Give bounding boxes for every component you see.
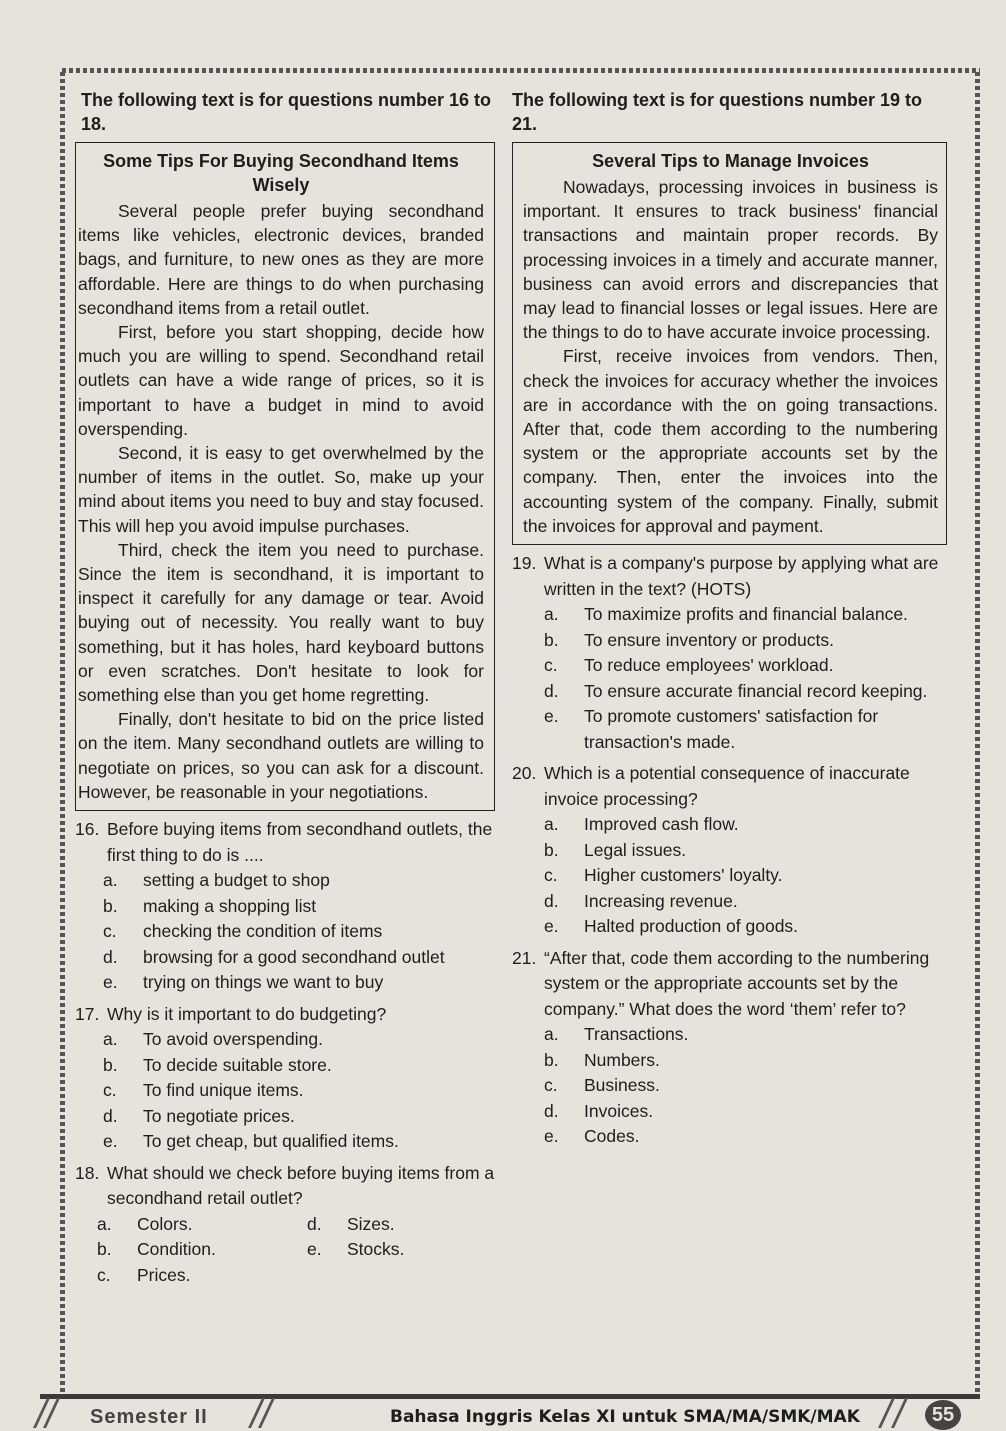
right-column	[512, 88, 947, 1150]
option: c. To reduce employees' workload.	[544, 655, 834, 676]
option: e. Halted production of goods.	[544, 916, 799, 937]
left-paragraph: Third, check the item you need to purchase. Since the item is secondhand, it is important to inspect it carefully for any damage or tear. Avoid buying out of necessity. You really want to buy something, but it has holes, hard keyboard buttons or even scratches. Don't hesitate to look for something else than you get home regretting.	[78, 539, 484, 706]
option: d. Increasing revenue.	[544, 890, 738, 911]
right-reading-box	[512, 142, 947, 545]
option: a. To avoid overspending.	[103, 1029, 323, 1050]
right-paragraph: Nowadays, processing invoices in business is important. It ensures to track business' financial transactions and maintain proper records. By processing invoices in a timely and accurate manner, business can avoid errors and discrepancies that may lead to financial losses or legal issues. Here are the things to do to have accurate invoice processing.	[523, 177, 938, 343]
option: b. Numbers.	[544, 1049, 660, 1070]
option-list	[544, 602, 947, 755]
option: e. To get cheap, but qualified items.	[103, 1131, 399, 1152]
option: b. To decide suitable store.	[103, 1054, 332, 1075]
question-18	[75, 1161, 495, 1289]
question-stem: “After that, code them according to the numbering system or the appropriate accounts set by the company.” What does the word ‘them’ refer to?	[544, 947, 930, 1019]
option: d. Invoices.	[544, 1100, 654, 1121]
option: c. To find unique items.	[103, 1080, 304, 1101]
page-footer	[40, 1402, 980, 1431]
option: d. browsing for a good secondhand outlet	[103, 946, 445, 967]
option: a. Transactions.	[544, 1024, 689, 1045]
option: d. To ensure accurate financial record keeping.	[544, 680, 928, 701]
dotted-border-right	[975, 72, 980, 1392]
page-number: 55	[925, 1400, 961, 1430]
option: c. Prices.	[97, 1264, 191, 1285]
question-number: 19.	[512, 553, 537, 574]
option: d. Sizes.	[307, 1213, 395, 1234]
question-number: 20.	[512, 763, 537, 784]
option: b. making a shopping list	[103, 895, 317, 916]
semester-label: Semester II	[90, 1406, 208, 1428]
question-stem: Before buying items from secondhand outlets, the first thing to do is ....	[107, 819, 493, 865]
option: b. Legal issues.	[544, 839, 687, 860]
left-reading-box	[75, 142, 495, 811]
option: b. Condition.	[97, 1239, 216, 1260]
option: c. checking the condition of items	[103, 921, 383, 942]
dotted-border-top	[62, 68, 980, 73]
question-number: 18.	[75, 1162, 100, 1183]
book-title: Bahasa Inggris Kelas XI untuk SMA/MA/SMK/MAK	[390, 1407, 860, 1427]
option: a. setting a budget to shop	[103, 870, 330, 891]
question-stem: What is a company's purpose by applying what are written in the text? (HOTS)	[544, 553, 939, 599]
option: a. Improved cash flow.	[544, 814, 739, 835]
option: e. Codes.	[544, 1126, 640, 1147]
question-stem: Why is it important to do budgeting?	[107, 1003, 387, 1024]
left-paragraph: Finally, don't hesitate to bid on the price listed on the item. Many secondhand outlets are willing to negotiate on prices, so you can ask for a discount. However, be reasonable in your negotiations.	[78, 709, 484, 802]
left-paragraph: Several people prefer buying secondhand items like vehicles, electronic devices, branded bags, and furniture, to new ones as they are more affordable. Here are things to do when purchasing secondhand items from a retail outlet.	[78, 201, 484, 318]
question-17	[75, 1002, 495, 1155]
question-20	[512, 761, 947, 940]
right-paragraph: First, receive invoices from vendors. Then, check the invoices for accuracy whether the invoices are in accordance with the on going transactions. After that, code them according to the numbering system or the appropriate accounts set by the company. Then, enter the invoices into the accounting system of the company. Finally, submit the invoices for approval and payment.	[523, 346, 938, 536]
option: a. To maximize profits and financial balance.	[544, 604, 908, 625]
question-21	[512, 946, 947, 1150]
option-grid	[97, 1212, 495, 1289]
left-paragraph: First, before you start shopping, decide how much you are willing to spend. Secondhand retail outlets can have a wide range of prices, so it is important to have a budget in mind to avoid overspending.	[78, 322, 484, 439]
option: e. To promote customers' satisfaction for transaction's made.	[544, 706, 879, 752]
question-16	[75, 817, 495, 996]
question-stem: What should we check before buying items from a secondhand retail outlet?	[107, 1162, 495, 1209]
left-intro: The following text is for questions number 16 to 18.	[81, 90, 492, 134]
option: e. trying on things we want to buy	[103, 972, 384, 993]
option-list	[544, 812, 947, 940]
option-list	[103, 868, 495, 996]
right-intro: The following text is for questions number 19 to 21.	[512, 90, 923, 134]
question-19	[512, 551, 947, 755]
question-number: 21.	[512, 947, 537, 968]
right-box-title: Several Tips to Manage Invoices	[592, 151, 869, 171]
option: a. Colors.	[97, 1213, 193, 1234]
option: b. To ensure inventory or products.	[544, 629, 834, 650]
option: c. Higher customers' loyalty.	[544, 865, 783, 886]
question-number: 17.	[75, 1003, 100, 1024]
option-list	[103, 1027, 495, 1155]
option: c. Business.	[544, 1075, 660, 1096]
question-number: 16.	[75, 819, 100, 840]
left-column	[75, 88, 495, 1288]
option: e. Stocks.	[307, 1239, 405, 1260]
left-paragraph: Second, it is easy to get overwhelmed by the number of items in the outlet. So, make up your mind about items you need to buy and stay focused. This will hep you avoid impulse purchases.	[78, 443, 484, 536]
left-box-title: Some Tips For Buying Secondhand Items Wisely	[103, 151, 459, 195]
dotted-border-left	[60, 72, 65, 1392]
option-list	[544, 1022, 947, 1150]
footer-rule	[40, 1394, 980, 1399]
option: d. To negotiate prices.	[103, 1105, 295, 1126]
question-stem: Which is a potential consequence of inaccurate invoice processing?	[544, 763, 910, 809]
